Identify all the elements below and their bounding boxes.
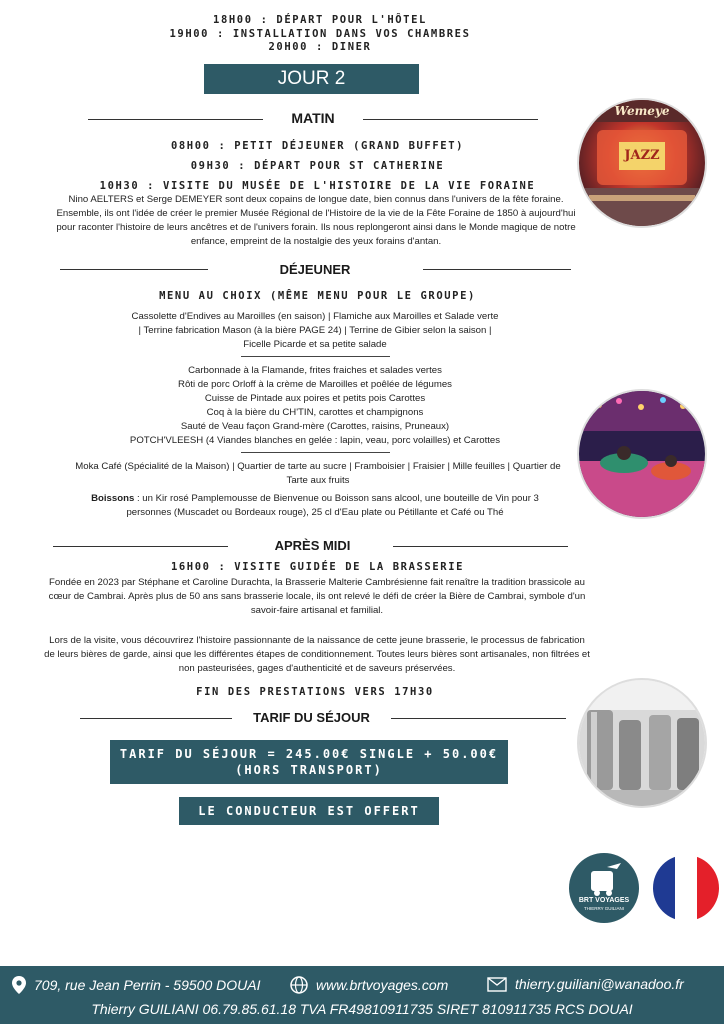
legal-info: Thierry GUILIANI 06.79.85.61.18 TVA FR49810911735 SIRET 810911735 RCS DOUAI <box>91 1001 633 1017</box>
divider <box>423 269 571 270</box>
drinks-text: personnes (Muscadet ou Bordeaux rouge), 25 cl d'Eau plate ou Pétillante et Café ou Thé <box>126 507 504 518</box>
menu-subtitle: MENU AU CHOIX (MÊME MENU POUR LE GROUPE) <box>159 290 476 302</box>
section-title-apres-midi: APRÈS MIDI <box>274 538 351 553</box>
day-title-banner: JOUR 2 <box>204 64 419 94</box>
brewery-visit-description: Lors de la visite, vous découvrirez l'histoire passionnante de la naissance de cette jeune brasserie, le processus de fabrication de leurs bières de garde, ainsi que les différentes étapes de conditionnement. Toutes leurs bières sont artisanales, non filtrées et non pasteurisées, gages d'authenticité et de saveurs préservées. <box>44 635 590 674</box>
divider <box>391 718 566 719</box>
price-line: (HORS TRANSPORT) <box>235 763 383 777</box>
morning-program <box>60 136 575 196</box>
menu-line: Cuisse de Pintade aux poires et petits pois Carottes <box>204 393 426 404</box>
section-title-matin: MATIN <box>291 110 335 126</box>
menu-starters <box>90 310 540 352</box>
menu-line: Tarte aux fruits <box>286 475 350 486</box>
logo-subtitle: THIERRY GUILIANI <box>583 906 625 911</box>
divider <box>53 546 228 547</box>
menu-mains <box>80 364 550 448</box>
fairground-organ-photo <box>577 98 707 228</box>
menu-line: | Terrine fabrication Mason (à la bière PAGE 24) | Terrine de Gibier selon la saison | <box>138 325 492 336</box>
price-line: TARIF DU SÉJOUR = 245.00€ SINGLE + 50.00€ <box>119 747 499 761</box>
divider <box>363 119 538 120</box>
jazz-sign-text: JAZZ <box>624 148 660 163</box>
drinks-text: : un Kir rosé Pamplemousse de Bienvenue ou Boisson sans alcool, une bouteille de Vin pour 3 <box>134 493 539 504</box>
drinks-label: Boissons <box>91 493 135 504</box>
menu-divider <box>241 356 390 357</box>
menu-line: Carbonnade à la Flamande, frites fraiches et salades vertes <box>188 365 442 376</box>
program-item: 10H30 : VISITE DU MUSÉE DE L'HISTOIRE DE LA VIE FORAINE <box>99 180 536 192</box>
menu-divider <box>241 452 390 453</box>
envelope-icon <box>487 977 507 992</box>
schedule-line: 18H00 : DÉPART POUR L'HÔTEL <box>213 14 427 26</box>
section-title-tarif: TARIF DU SÉJOUR <box>253 710 370 725</box>
drinks <box>60 492 570 520</box>
divider <box>80 718 232 719</box>
schedule-line: 19H00 : INSTALLATION DANS VOS CHAMBRES <box>169 27 471 40</box>
menu-line: Cassolette d'Endives au Maroilles (en saison) | Flamiche aux Maroilles et Salade verte <box>131 311 499 322</box>
museum-description: Nino AELTERS et Serge DEMEYER sont deux copains de longue date, bien connus dans l'univers de la fête foraine. Ensemble, ils ont l'idée de créer le premier Musée Régional de l'Histoire de la vie de la Fête Foraine de 1850 à aujourd'hui pour raconter l'histoire de leurs ancêtres et de l'univers forain. Ils nous replongeront ainsi dans le Monde magique de notre enfance, empreint de la nostalgie des yeux forains d'antan. <box>56 194 576 247</box>
email-link[interactable]: thierry.guiliani@wanadoo.fr <box>515 976 684 992</box>
program-item: 09H30 : DÉPART POUR ST CATHERINE <box>190 160 445 172</box>
brewery-tanks-photo <box>577 678 707 808</box>
bumper-cars-photo <box>577 389 707 519</box>
brt-voyages-logo <box>569 853 639 923</box>
menu-line: Moka Café (Spécialité de la Maison) | Quartier de tarte au sucre | Framboisier | Fraisier | Mille feuilles | Quartier de <box>75 461 561 472</box>
afternoon-subtitle: 16H00 : VISITE GUIDÉE DE LA BRASSERIE <box>170 561 465 573</box>
address-text: 709, rue Jean Perrin - 59500 DOUAI <box>34 977 261 993</box>
menu-line: Rôti de porc Orloff à la crème de Maroilles et poêlée de légumes <box>178 379 452 390</box>
menu-line: POTCH'VLEESH (4 Viandes blanches en gelée : lapin, veau, porc volailles) et Carottes <box>129 435 501 446</box>
location-pin-icon <box>12 976 26 994</box>
program-item: 08H00 : PETIT DÉJEUNER (GRAND BUFFET) <box>170 140 465 152</box>
logo-name: BRT VOYAGES <box>578 897 630 904</box>
driver-offered-banner: LE CONDUCTEUR EST OFFERT <box>179 797 439 825</box>
footer-email[interactable] <box>487 976 684 992</box>
divider <box>88 119 263 120</box>
organ-sign-text: Wemeye <box>614 104 670 118</box>
menu-desserts <box>48 460 588 488</box>
menu-line: Sauté de Veau façon Grand-mère (Carottes, raisins, Pruneaux) <box>180 421 450 432</box>
divider <box>393 546 568 547</box>
footer-address <box>12 976 260 994</box>
schedule-line: 20H00 : DINER <box>268 41 372 53</box>
brewery-description: Fondée en 2023 par Stéphane et Caroline Durachta, la Brasserie Malterie Cambrésienne fait renaître la tradition brassicole au cœur de Cambrai. Après plus de 50 ans sans brasserie locale, ils ont relevé le défi de créer la Bière de Cambrai, symbole d'un savoir-faire artisanal et familial. <box>48 577 586 616</box>
menu-line: Ficelle Picarde et sa petite salade <box>243 339 387 350</box>
evening-schedule <box>120 14 520 55</box>
french-flag-icon <box>653 855 719 921</box>
end-of-services: FIN DES PRESTATIONS VERS 17H30 <box>196 686 434 698</box>
footer <box>0 966 724 1024</box>
price-banner <box>110 740 508 784</box>
footer-website[interactable] <box>290 976 448 994</box>
globe-icon <box>290 976 308 994</box>
menu-line: Coq à la bière du CH'TIN, carottes et champignons <box>206 407 424 418</box>
divider <box>60 269 208 270</box>
section-title-dejeuner: DÉJEUNER <box>279 262 351 277</box>
website-link[interactable]: www.brtvoyages.com <box>316 977 449 993</box>
